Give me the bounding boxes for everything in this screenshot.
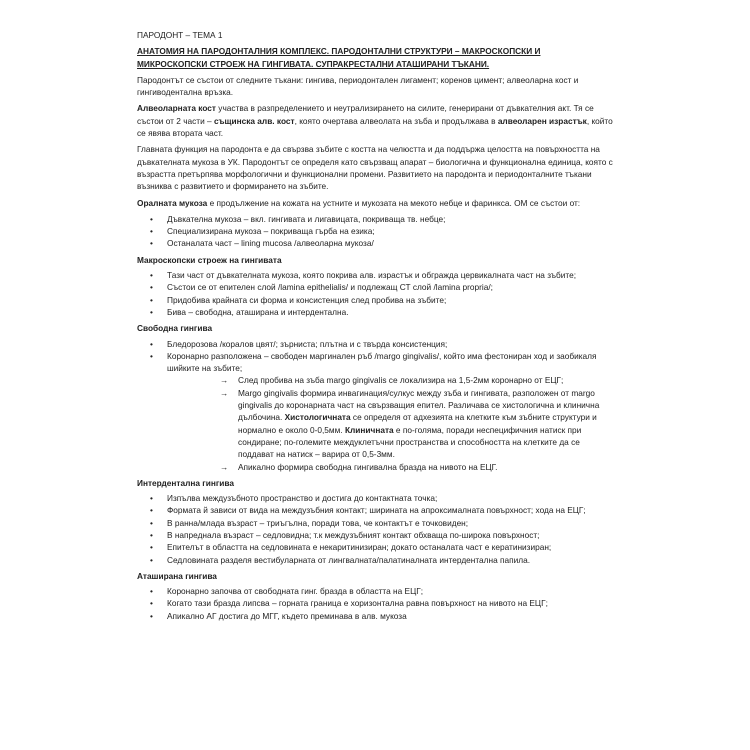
list-item: • Коронарно започва от свободната гинг. бразда в областта на ЕЦГ; xyxy=(137,585,613,597)
sulcus-text-1: Margo gingivalis формира инвагинация/сулкус между зъба и гингивата, разположен от margo gingivalis до коронарната част на свързващия епител. Различава се хистологична и клинична дълбочина. xyxy=(238,387,600,423)
free-gingiva-heading: Свободна гингива xyxy=(137,323,213,334)
list-item: • Формата й зависи от вида на междузъбния контакт; ширината на апроксималната повърхност; хода на ЕЦГ; xyxy=(137,504,613,516)
periodontium-function-paragraph: Главната функция на пародонта е да свързва зъбите с костта на челюстта и да поддържа целостта на повърхността на дъвкателната мукоза в УК. Пародонтът се определя като свързващ апарат – биологична и функционална единица, която с възрастта претърпява морфологични и функционални промени. Развитието на пародонта и периодонталните тъкани възниква с развитието и формирането на зъбите. xyxy=(137,144,613,192)
arrow-icon: → xyxy=(220,387,229,398)
list-item: • Придобива крайната си форма и консистенция след пробива на зъбите; xyxy=(137,294,613,306)
oral-mucosa-term: Оралната мукоза xyxy=(137,197,208,208)
list-item: • Бива – свободна, аташирана и интердентална. xyxy=(137,306,613,318)
attached-gingiva-heading: Аташирана гингива xyxy=(137,570,217,581)
page-header: ПАРОДОНТ – ТЕМА 1 xyxy=(137,30,223,40)
list-item: • Бледорозова /коралов цвят/; зърниста; плътна и с твърда консистенция; xyxy=(137,338,613,350)
sublist-item xyxy=(167,461,613,473)
sublist-item-text: След пробива на зъба margo gingivalis се локализира на 1,5-2мм коронарно от ЕЦГ; xyxy=(238,375,564,386)
alveolar-bone-term: Алвеоларната кост xyxy=(137,103,216,114)
attached-list xyxy=(137,585,613,622)
sulcus-text-2: се определя от адхезията на клетките към зъбните структури и нормално е около 0-0,5мм. xyxy=(238,412,597,435)
histological-term: Хистологичната xyxy=(284,412,351,423)
list-item: • Когато тази бразда липсва – горната граница е хоризонтална равна повърхност на нивото на ЕЦГ; xyxy=(137,597,613,609)
proper-bone-term: същинска алв. кост xyxy=(213,115,295,126)
alveolar-process-term: алвеоларен израстък xyxy=(497,115,587,126)
intro-paragraph: Пародонтът се състои от следните тъкани: гингива, периодонтален лигамент; коренов цимент; алвеоларна кост и гингиводентална връзка. xyxy=(137,74,579,98)
macro-list xyxy=(137,269,613,318)
list-item: • Седловината разделя вестибуларната от лингвалната/палатиналната интердентална папила. xyxy=(137,554,613,566)
list-item: • Тази част от дъвкателната мукоза, която покрива алв. израстък и обгражда цервикалната част на зъбите; xyxy=(137,269,613,281)
free-gingiva-sublist xyxy=(167,374,613,472)
list-item: • Дъвкателна мукоза – вкл. гингивата и лигавицата, покриваща тв. небце; xyxy=(137,213,613,225)
sulcus-text-3: е по-голяма, поради неспецифичния натиск при сондиране; по-големите междуклетъчни пространства и способността на клетките да се поддават на натиск – варира от 0,5-3мм. xyxy=(238,424,582,460)
sublist-item xyxy=(167,387,613,461)
alveolar-text-1: участва в разпределението и неутрализирането на силите, генерирани от дъвкателния акт. Тя се състои от 2 части – xyxy=(137,103,594,126)
document-body xyxy=(137,29,613,626)
list-item: • Епителът в областта на седловината е некаритинизиран; докато останалата част е кератинизиран; xyxy=(137,541,613,553)
list-item-text: Коронарно разположена – свободен маргинален ръб /margo gingivalis/, който има фестониран ход и заобикаля шийките на зъбите; xyxy=(167,350,597,374)
free-gingiva-list xyxy=(137,338,613,473)
macro-heading: Макроскопски строеж на гингивата xyxy=(137,254,282,265)
list-item: • Апикално АГ достига до МГГ, където преминава в алв. мукоза xyxy=(137,610,613,622)
list-item: • Състои се от епителен слой /lamina epithelialis/ и подлежащ СТ слой /lamina propria/; xyxy=(137,281,613,293)
list-item xyxy=(137,350,613,473)
list-item: • Специализирана мукоза – покриваща гърба на езика; xyxy=(137,225,613,237)
arrow-icon: → xyxy=(220,375,229,386)
list-item: • В ранна/млада възраст – триъгълна, поради това, че контактът е точковиден; xyxy=(137,517,613,529)
oral-mucosa-text: е продължение на кожата на устните и мукозата на мекото небце и фаринкса. ОМ се състои от: xyxy=(207,197,581,208)
clinical-term: Клиничната xyxy=(344,424,394,435)
sublist-item xyxy=(167,374,613,386)
interdental-list xyxy=(137,492,613,566)
alveolar-bone-paragraph xyxy=(137,102,613,139)
arrow-icon: → xyxy=(220,461,229,472)
alveolar-text-2: , която очертава алвеолата на зъба и продължава в xyxy=(294,115,498,126)
alveolar-text-3: , който се явява втората част. xyxy=(137,115,613,139)
interdental-gingiva-heading: Интердентална гингива xyxy=(137,477,235,488)
document-title: АНАТОМИЯ НА ПАРОДОНТАЛНИЯ КОМПЛЕКС. ПАРОДОНТАЛНИ СТРУКТУРИ – МАКРОСКОПСКИ И МИКРОСКОПСКИ СТРОЕЖ НА ГИНГИВАТА. СУПРАКРЕСТАЛНИ АТАШИРАНИ ТЪКАНИ. xyxy=(137,46,541,69)
list-item: • Изпълва междузъбното пространство и достига до контактната точка; xyxy=(137,492,613,504)
oral-mucosa-list xyxy=(137,213,613,250)
sublist-item-text: Апикално формира свободна гингивална бразда на нивото на ЕЦГ. xyxy=(238,461,498,472)
list-item: • Останалата част – lining mucosa /алвеоларна мукоза/ xyxy=(137,237,613,249)
list-item: • В напреднала възраст – седловидна; т.к междузъбният контакт обхваща по-широка повърхност; xyxy=(137,529,613,541)
oral-mucosa-paragraph xyxy=(137,197,613,209)
